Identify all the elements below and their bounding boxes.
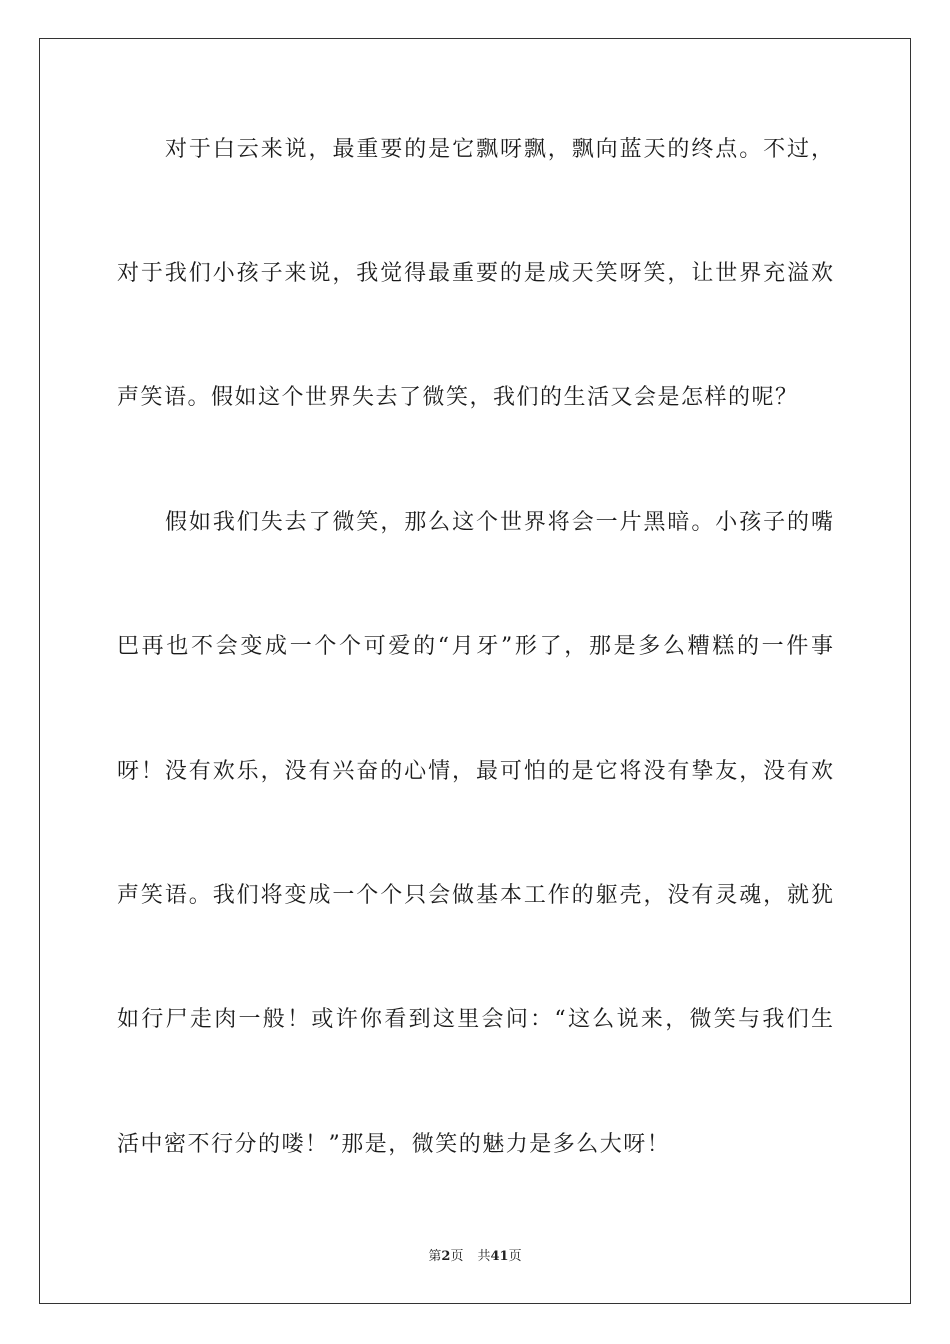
paragraph-1-line-1: 对于白云来说，最重要的是它飘呀飘，飘向蓝天的终点。不过， [165, 137, 833, 162]
page-number: 2 [441, 1249, 451, 1264]
page-prefix: 第 [428, 1249, 442, 1264]
total-suffix: 页 [508, 1249, 522, 1264]
page-number-indicator [428, 1249, 463, 1264]
paragraph-1-line-3: 声笑语。假如这个世界失去了微笑，我们的生活又会是怎样的呢？ [117, 385, 799, 410]
page-frame [39, 38, 911, 1304]
paragraph-2-line-5: 如行尸走肉一般！或许你看到这里会问：“这么说来，微笑与我们生 [117, 1007, 833, 1032]
paragraph-1-line-2: 对于我们小孩子来说，我觉得最重要的是成天笑呀笑，让世界充溢欢 [117, 261, 833, 286]
paragraph-2-line-4: 声笑语。我们将变成一个个只会做基本工作的躯壳，没有灵魂，就犹 [117, 883, 833, 908]
paragraph-2-line-1: 假如我们失去了微笑，那么这个世界将会一片黑暗。小孩子的嘴 [165, 510, 833, 535]
total-pages-indicator [477, 1249, 521, 1264]
paragraph-2-line-2: 巴再也不会变成一个个可爱的“月牙”形了，那是多么糟糕的一件事 [117, 634, 833, 659]
page-suffix: 页 [450, 1249, 464, 1264]
paragraph-2-line-6: 活中密不行分的喽！”那是，微笑的魅力是多么大呀！ [117, 1132, 671, 1157]
total-pages: 41 [490, 1249, 509, 1264]
total-prefix: 共 [477, 1249, 491, 1264]
page-footer [0, 1248, 950, 1266]
paragraph-2-line-3: 呀！没有欢乐，没有兴奋的心情，最可怕的是它将没有挚友，没有欢 [117, 759, 833, 784]
